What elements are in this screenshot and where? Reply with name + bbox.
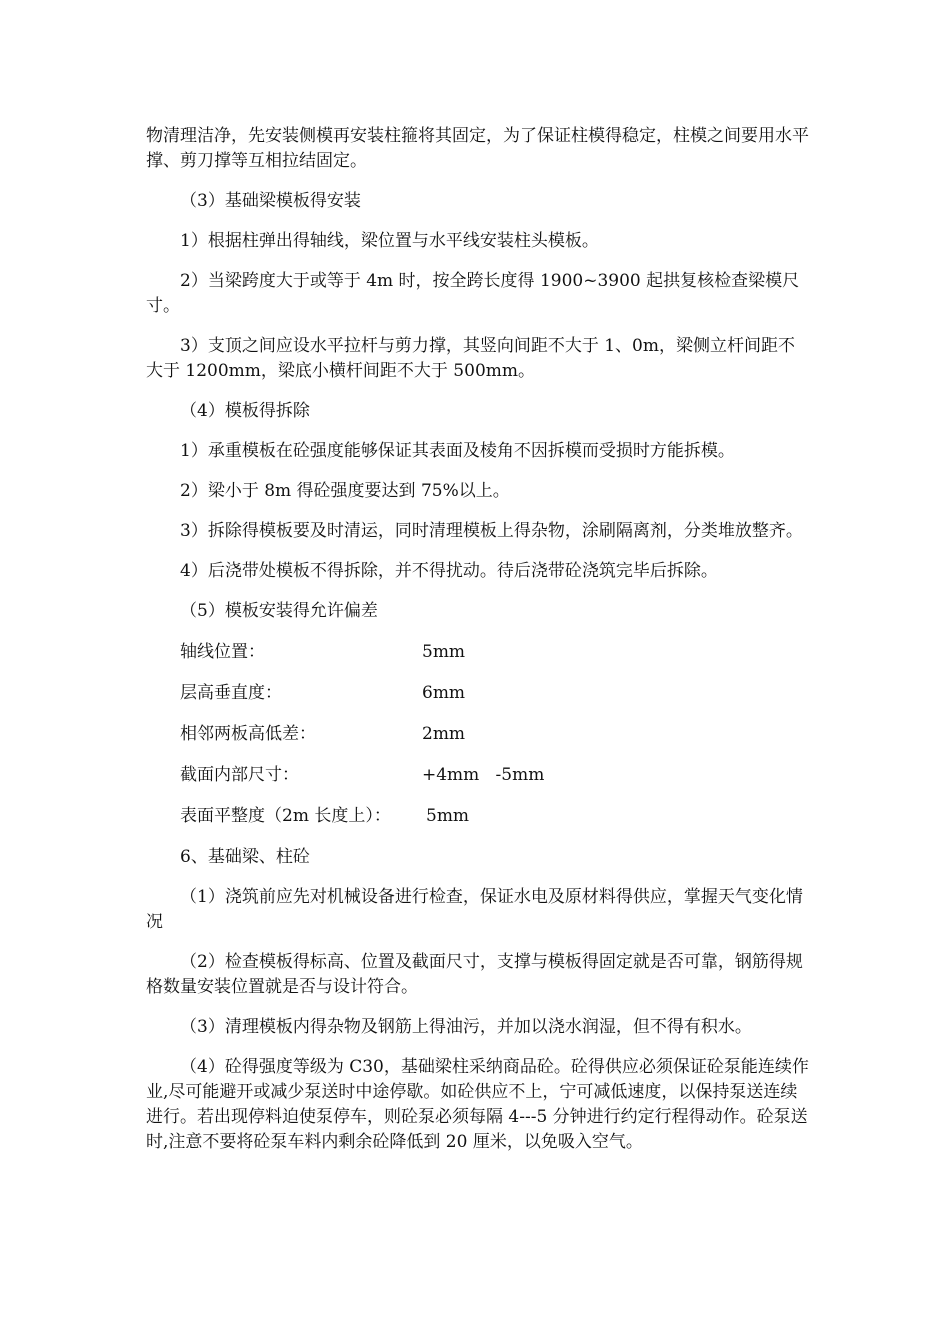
heading-section-6: 6、基础梁、柱砼 xyxy=(180,847,310,867)
tolerance-label: 相邻两板高低差： xyxy=(180,724,316,744)
list-item: （4）砼得强度等级为 C30，基础梁柱采纳商品砼。砼得供应必须保证砼泵能连续作业,尽可能避开或减少泵送时中途停歇。如砼供应不上，宁可减低速度，以保持泵送连续进行。若出现停料迫使泵停车，则砼泵必须每隔 4---5 分钟进行约定行程得动作。砼泵送时,注意不要将砼泵车料内剩余砼降低到 20 厘米，以免吸入空气。 xyxy=(146,1057,809,1152)
document-body xyxy=(146,124,810,1170)
heading-formwork-removal: （4）模板得拆除 xyxy=(180,401,310,421)
tolerance-label: 截面内部尺寸： xyxy=(180,765,299,785)
tolerance-row xyxy=(146,640,810,665)
list-item: （1）浇筑前应先对机械设备进行检查，保证水电及原材料得供应，掌握天气变化情况 xyxy=(146,887,803,932)
heading-beam-formwork-install: （3）基础梁模板得安装 xyxy=(180,191,361,211)
paragraph-continuation: 物清理洁净，先安装侧模再安装柱箍将其固定，为了保证柱模得稳定，柱模之间要用水平撑、剪刀撑等互相拉结固定。 xyxy=(146,126,809,171)
list-item: 1）承重模板在砼强度能够保证其表面及棱角不因拆模而受损时方能拆模。 xyxy=(180,441,735,461)
tolerance-value: 2mm xyxy=(422,724,466,744)
tolerance-row xyxy=(146,763,810,788)
list-item: （3）清理模板内得杂物及钢筋上得油污，并加以浇水润湿，但不得有积水。 xyxy=(180,1017,752,1037)
tolerance-row xyxy=(146,804,810,829)
tolerance-value: 6mm xyxy=(422,683,466,703)
list-item: 4）后浇带处模板不得拆除，并不得扰动。待后浇带砼浇筑完毕后拆除。 xyxy=(180,561,718,581)
list-item: 2）当梁跨度大于或等于 4m 时，按全跨长度得 1900~3900 起拱复核检查梁模尺寸。 xyxy=(146,271,800,316)
list-item: （2）检查模板得标高、位置及截面尺寸，支撑与模板得固定就是否可靠，钢筋得规格数量安装位置就是否与设计符合。 xyxy=(146,952,803,997)
list-item: 3）支顶之间应设水平拉杆与剪力撑，其竖向间距不大于 1、0m，梁侧立杆间距不大于 1200mm，梁底小横杆间距不大于 500mm。 xyxy=(146,336,795,381)
tolerance-row xyxy=(146,681,810,706)
tolerance-label: 层高垂直度： xyxy=(180,683,282,703)
list-item: 1）根据柱弹出得轴线，梁位置与水平线安装柱头模板。 xyxy=(180,231,599,251)
list-item: 2）梁小于 8m 得砼强度要达到 75%以上。 xyxy=(180,481,510,501)
tolerance-row xyxy=(146,722,810,747)
tolerance-value: +4mm -5mm xyxy=(422,765,545,785)
tolerance-value: 5mm xyxy=(422,642,466,662)
tolerance-label: 轴线位置： xyxy=(180,642,265,662)
tolerance-label: 表面平整度（2m 长度上）： xyxy=(180,806,391,826)
tolerance-value: 5mm xyxy=(426,806,470,826)
list-item: 3）拆除得模板要及时清运，同时清理模板上得杂物，涂刷隔离剂，分类堆放整齐。 xyxy=(180,521,803,541)
heading-tolerances: （5）模板安装得允许偏差 xyxy=(180,601,378,621)
